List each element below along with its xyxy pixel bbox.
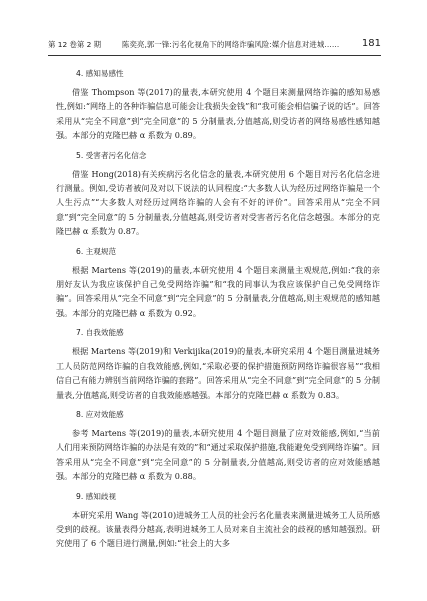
section-paragraph: 根据 Martens 等(2019)和 Verkijika(2019)的量表,本研究采用 4 个题目测量进城务工人员防范网络诈骗的自我效能感,例如,“采取必要的保护措施预防网络诈骗很容易”“我相信自己有能力辨别当前网络诈骗的套路”。回答采用从“完全不同意”到“完全同意”的 5 分制量表,分值越高,则受访者的自我效能感越强。本部分的克隆巴赫 α 系数为 0.83。 (56, 346, 380, 400)
section-title: 5. 受害者污名化信念 (76, 150, 147, 160)
section-title: 8. 应对效能感 (76, 409, 124, 419)
section-paragraph: 参考 Martens 等(2019)的量表,本研究使用 4 个题目测量了应对效能感,例如,“当前人们用来预防网络诈骗的办法是有效的”和“通过采取保护措施,我能避免受到网络诈骗”。回答采用从“完全不同意”到“完全同意”的 5 分制量表,分值越高,则受访者的应对效能感越强。本部分的克隆巴赫 α 系数为 0.88。 (56, 427, 380, 482)
running-title: 陈奕亮,郭一锋:污名化视角下的网络诈骗风险:媒介信息对进城…… (122, 40, 340, 49)
section-paragraph: 本研究采用 Wang 等(2010)进城务工人员的社会污名化量表来测量进城务工人员所感受到的歧视。该量表得分越高,表明进城务工人员对来自主流社会的歧视的感知越强烈。研究使用了 6 个题目进行测量,例如:“社会上的大多 (56, 509, 380, 549)
journal-volume: 第 12 卷第 2 期 (48, 40, 102, 49)
section-title: 6. 主观规范 (76, 246, 117, 256)
running-header (48, 38, 381, 52)
section-title: 9. 感知歧视 (76, 491, 117, 501)
section-paragraph: 根据 Martens 等(2019)的量表,本研究使用 4 个题目来测量主观规范,例如:“我的亲朋好友认为我应该保护自己免受网络诈骗”和“我的同事认为我应该保护自己免受网络诈骗”。回答采用从“完全不同意”到“完全同意”的 5 分制量表,分值越高,则主观规范的感知越强。本部分的克隆巴赫 α 系数为 0.92。 (56, 264, 380, 318)
section-title: 7. 自我效能感 (76, 328, 124, 338)
header-rule (48, 55, 381, 56)
article-body (56, 64, 380, 558)
section-title: 4. 感知易感性 (76, 69, 124, 78)
section-paragraph: 借鉴 Thompson 等(2017)的量表,本研究使用 4 个题目来测量网络诈骗的感知易感性,例如:“网络上的各种诈骗信息可能会让我损失金钱”和“我可能会相信骗子说的话”。回答采用从“完全不同意”到“完全同意”的 5 分制量表,分值越高,则受访者的网络易感性感知越强。本部分的克隆巴赫 α 系数为 0.89。 (56, 87, 380, 141)
section-paragraph: 借鉴 Hong(2018)有关疾病污名化信念的量表,本研究使用 6 个题目对污名化信念进行测量。例如,受访者被问及对以下说法的认同程度:“大多数人认为经历过网络诈骗是一个人生污点”“大多数人对经历过网络诈骗的人会有不好的评价”。回答采用从“完全不同意”到“完全同意”的 5 分制量表,分值越高,则受访者对受害者污名化信念越强。本部分的克隆巴赫 α 系数为 0.87。 (56, 168, 380, 237)
page-number: 181 (361, 38, 381, 49)
